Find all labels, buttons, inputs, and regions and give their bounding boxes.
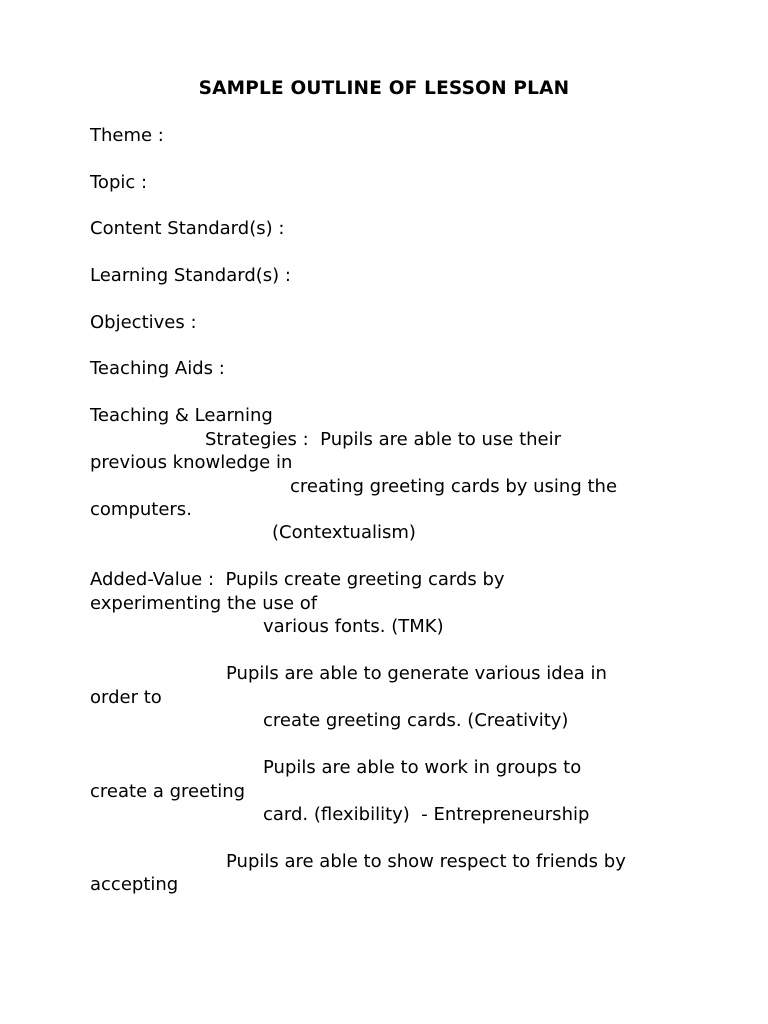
added-value-item-2-line-1: Pupils are able to generate various idea in [226, 663, 607, 684]
added-value-item-4-line-2: accepting [90, 874, 179, 895]
strategies-line-3: creating greeting cards by using the [290, 476, 618, 497]
added-value-line-3: various fonts. (TMK) [263, 616, 444, 637]
content-standard-label: Content Standard(s) : [90, 218, 285, 239]
teaching-aids-label: Teaching Aids : [90, 358, 225, 379]
added-value-item-2-line-3: create greeting cards. (Creativity) [263, 710, 569, 731]
added-value-item-3-line-3: card. (flexibility) - Entrepreneurship [263, 804, 590, 825]
added-value-item-3-line-1: Pupils are able to work in groups to [263, 757, 582, 778]
added-value-line-1: Added-Value : Pupils create greeting cards by [90, 569, 505, 590]
added-value-item-2-line-2: order to [90, 687, 162, 708]
document-title: SAMPLE OUTLINE OF LESSON PLAN [198, 78, 570, 99]
learning-standard-label: Learning Standard(s) : [90, 265, 291, 286]
strategies-line-1: Strategies : Pupils are able to use their [205, 429, 562, 450]
added-value-item-4-line-1: Pupils are able to show respect to friends by [226, 851, 626, 872]
strategies-line-4: computers. [90, 499, 192, 520]
added-value-item-3-line-2: create a greeting [90, 781, 246, 802]
theme-label: Theme : [90, 125, 164, 146]
topic-label: Topic : [90, 172, 148, 193]
objectives-label: Objectives : [90, 312, 197, 333]
strategies-line-5: (Contextualism) [272, 522, 416, 543]
added-value-line-2: experimenting the use of [90, 593, 318, 614]
strategies-heading: Teaching & Learning [90, 405, 273, 426]
strategies-line-2: previous knowledge in [90, 452, 293, 473]
